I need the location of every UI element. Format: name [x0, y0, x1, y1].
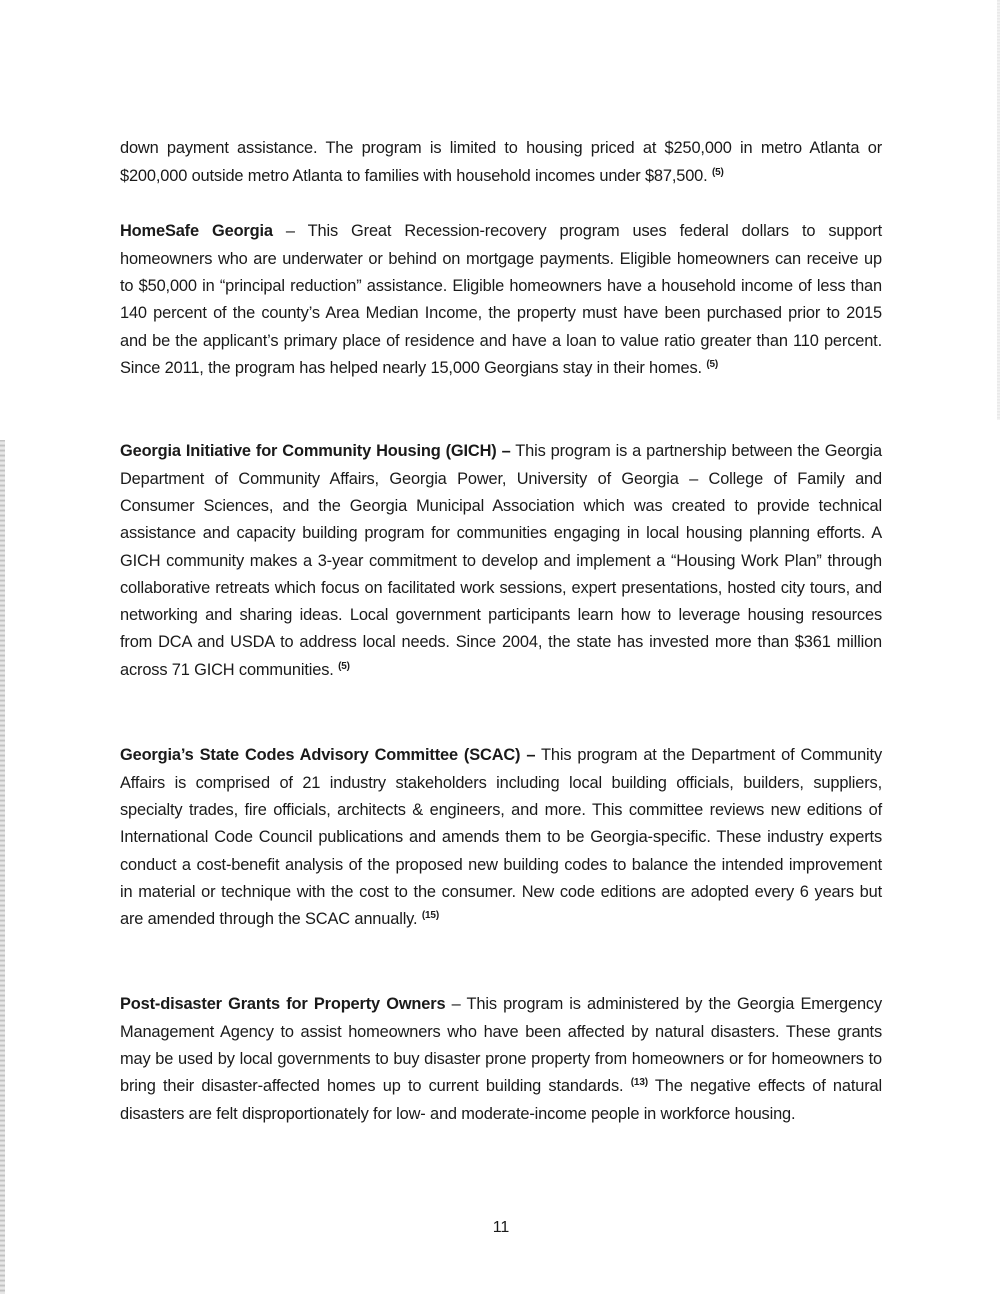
paragraph-post-disaster-grants: [120, 991, 882, 1127]
page-number: 11: [492, 1219, 510, 1236]
paragraph-heading: Post-disaster Grants for Property Owners: [120, 995, 446, 1014]
paragraph-heading: Georgia’s State Codes Advisory Committee (SCAC) –: [120, 746, 536, 765]
citation: (15): [421, 910, 440, 922]
paragraph-body: This program at the Department of Community Affairs is comprised of 21 industry stakeholders including local building officials, builders, suppliers, specialty trades, fire officials, architects & engineers, and more. This committee reviews new editions of International Code Council publications and amends them to be Georgia-specific. These industry experts conduct a cost-benefit analysis of the proposed new building codes to balance the intended improvement in material or technique with the cost to the consumer. New code editions are adopted every 6 years but are amended through the SCAC annually.: [120, 746, 882, 929]
citation: (5): [338, 660, 350, 672]
paragraph-homesafe-georgia: [120, 218, 882, 382]
citation: (5): [706, 358, 719, 370]
paragraph-body: This program is a partnership between the Georgia Department of Community Affairs, Georgia Power, University of Georgia – College of Family and Consumer Sciences, and the Georgia Municipal Association which was created to provide technical assistance and capacity building program for communities engaging in local housing planning efforts. A GICH community makes a 3-year commitment to develop and implement a “Housing Work Plan” through collaborative retreats which focus on facilitated work sessions, expert presentations, hosted city tours, and networking and sharing ideas. Local government participants learn how to leverage housing resources from DCA and USDA to address local needs. Since 2004, the state has invested more than $361 million across 71 GICH communities.: [120, 442, 883, 679]
paragraph-heading: Georgia Initiative for Community Housing (GICH) –: [120, 442, 511, 461]
paragraph-body: This program is administered by the Georgia Emergency Management Agency to assist homeowners who have been affected by natural disasters. These grants may be used by local governments to buy disaster prone property from homeowners or for homeowners to bring their disaster-affected homes up to current building standards.: [120, 995, 883, 1096]
separator: –: [272, 222, 308, 241]
paragraph-scac: [120, 742, 882, 933]
paragraph-down-payment-continuation: [120, 135, 882, 190]
paragraph-body-continued: The negative effects of natural disasters are felt disproportionately for low- and moderate-income people in workforce housing.: [120, 1077, 882, 1123]
citation: (5): [711, 166, 724, 178]
paragraph-gich: [120, 438, 882, 684]
paragraph-heading: HomeSafe Georgia: [120, 222, 273, 241]
separator: –: [445, 995, 467, 1014]
scan-artifact-left-edge: [0, 440, 5, 1294]
paragraph-body: This Great Recession-recovery program uses federal dollars to support homeowners who are underwater or behind on mortgage payments. Eligible homeowners can receive up to $50,000 in “principal reduction” assistance. Eligible homeowners have a household income of less than 140 percent of the county’s Area Median Income, the property must have been purchased prior to 2015 and be the applicant’s primary place of residence and have a loan to value ratio greater than 110 percent. Since 2011, the program has helped nearly 15,000 Georgians stay in their homes.: [120, 222, 882, 377]
citation: (13): [630, 1077, 648, 1089]
paragraph-body: down payment assistance. The program is limited to housing priced at $250,000 in metro Atlanta or $200,000 outside metro Atlanta to families with household incomes under $87,500.: [120, 139, 882, 185]
